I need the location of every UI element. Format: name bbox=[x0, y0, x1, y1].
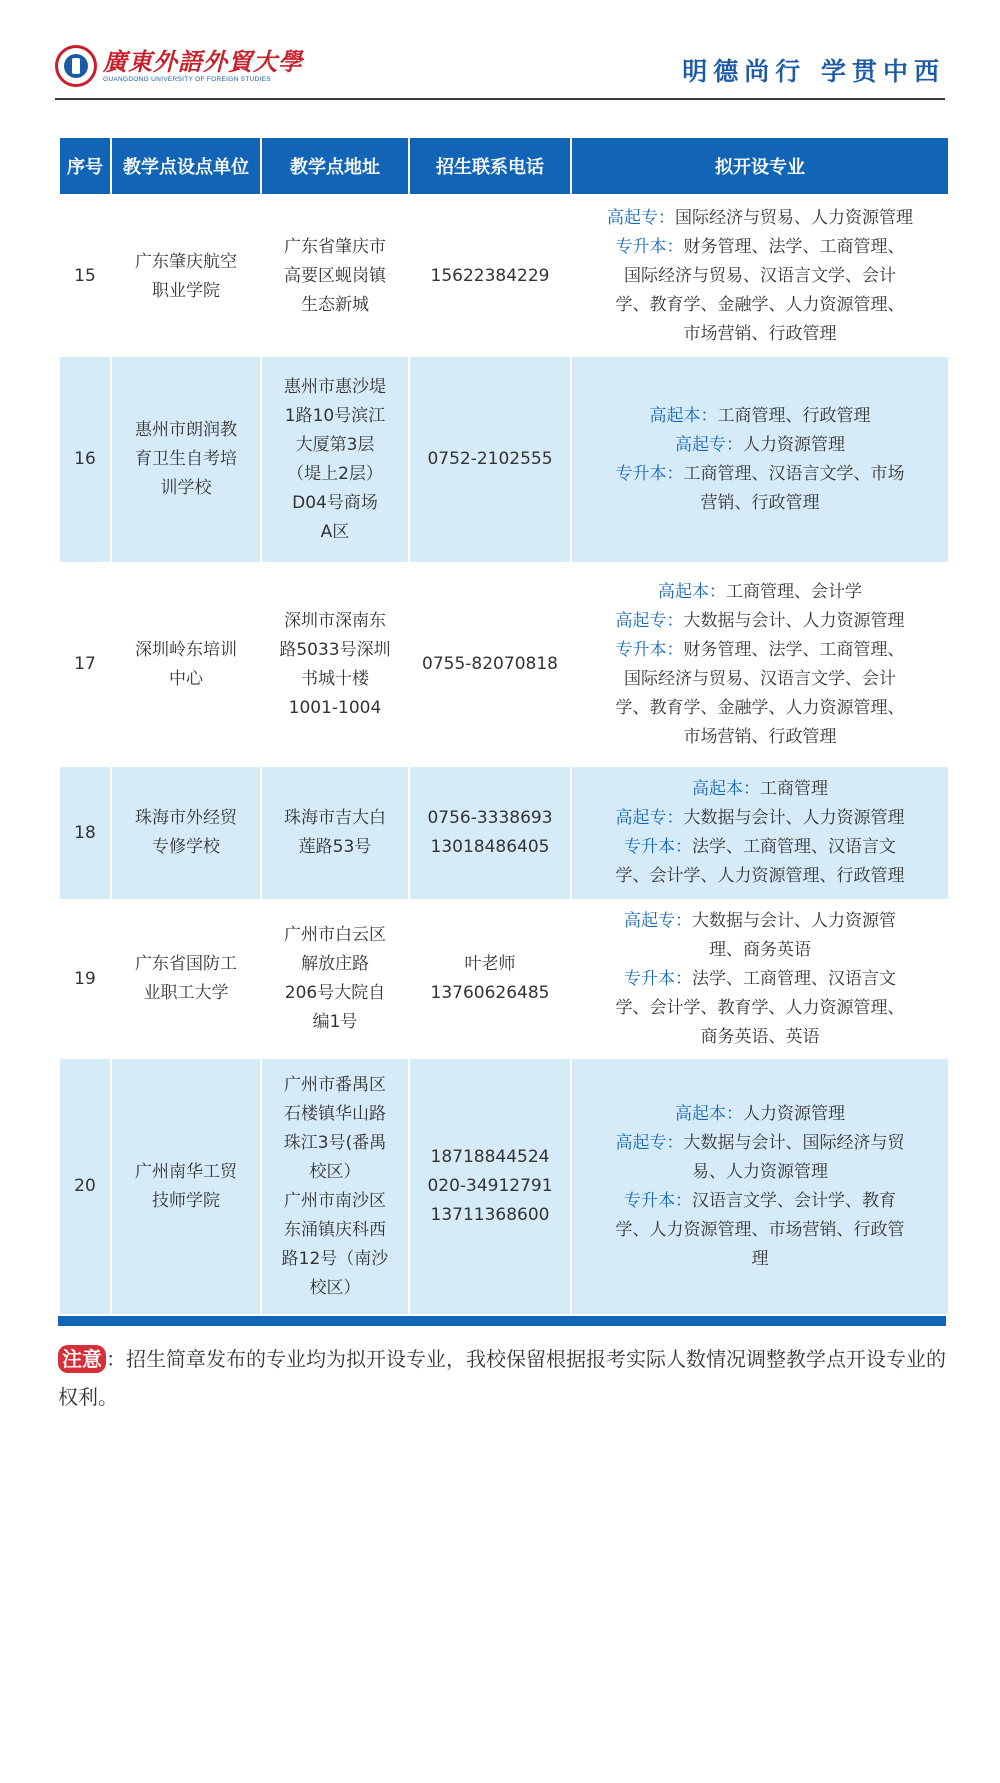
cell-address bbox=[262, 357, 408, 562]
notice-text: ：招生简章发布的专业均为拟开设专业，我校保留根据报考实际人数情况调整教学点开设专业的权利。 bbox=[58, 1347, 946, 1409]
major-list-text: 财务管理、法学、工商管理、 bbox=[683, 237, 905, 257]
cell-line: 解放庄路 bbox=[301, 954, 369, 974]
table-row bbox=[60, 767, 948, 899]
teaching-sites-table bbox=[58, 138, 950, 1314]
university-logo bbox=[55, 45, 303, 87]
major-level-label: 高起专： bbox=[624, 910, 692, 931]
cell-phone bbox=[410, 1059, 570, 1314]
major-line bbox=[572, 291, 948, 320]
table-header-row bbox=[60, 138, 948, 196]
major-line bbox=[572, 489, 948, 518]
major-level-label: 专升本： bbox=[615, 639, 684, 660]
header-divider bbox=[55, 98, 945, 100]
major-list-text: 国际经济与贸易、人力资源管理 bbox=[675, 208, 913, 228]
cell-line: 206号大院自 bbox=[284, 983, 386, 1003]
cell-phone bbox=[410, 562, 570, 767]
major-level-label: 专升本： bbox=[624, 968, 692, 989]
cell-majors bbox=[572, 357, 948, 562]
cell-line: 生态新城 bbox=[301, 295, 369, 315]
cell-phone bbox=[410, 357, 570, 562]
major-list-text: 法学、工商管理、汉语言文 bbox=[692, 837, 896, 857]
major-list-text: 大数据与会计、人力资源管理 bbox=[683, 610, 905, 631]
major-line bbox=[572, 833, 948, 862]
cell-line: 广州市白云区 bbox=[284, 925, 386, 945]
cell-address bbox=[262, 767, 408, 899]
major-line bbox=[572, 907, 948, 936]
major-level-label: 高起专： bbox=[675, 434, 743, 455]
column-header-address: 教学点地址 bbox=[262, 138, 408, 196]
major-level-label: 高起专： bbox=[615, 808, 684, 828]
cell-address bbox=[262, 899, 408, 1059]
cell-line: 训学校 bbox=[160, 478, 212, 498]
major-line bbox=[572, 233, 948, 262]
cell-unit bbox=[112, 562, 260, 767]
cell-unit bbox=[112, 899, 260, 1059]
cell-line: 13760626485 bbox=[430, 983, 550, 1003]
major-level-label: 专升本： bbox=[624, 1190, 692, 1211]
major-list-text: 学、人力资源管理、市场营销、行政管 bbox=[615, 1219, 905, 1240]
cell-line: 校区） bbox=[309, 1161, 361, 1182]
major-line bbox=[572, 1023, 948, 1052]
cell-line: 深圳市深南东 bbox=[284, 610, 386, 631]
cell-line: 广东肇庆航空 bbox=[135, 251, 237, 272]
major-level-label: 高起专： bbox=[615, 1132, 684, 1153]
cell-line: 1路10号滨江 bbox=[284, 405, 386, 426]
cell-majors bbox=[572, 767, 948, 899]
cell-line: D04号商场 bbox=[292, 492, 378, 513]
major-level-label: 高起本： bbox=[649, 405, 718, 426]
major-line bbox=[572, 694, 948, 723]
cell-line: 石楼镇华山路 bbox=[284, 1103, 386, 1124]
cell-majors bbox=[572, 899, 948, 1059]
cell-unit bbox=[112, 196, 260, 357]
cell-line: 广州南华工贸 bbox=[135, 1161, 237, 1182]
major-list-text: 易、人力资源管理 bbox=[692, 1161, 828, 1182]
major-list-text: 学、教育学、金融学、人力资源管理、 bbox=[615, 697, 905, 718]
major-list-text: 大数据与会计、国际经济与贸 bbox=[683, 1132, 905, 1153]
cell-line: 珠海市吉大白 bbox=[284, 808, 386, 828]
cell-line: 15622384229 bbox=[430, 266, 550, 286]
major-line bbox=[572, 262, 948, 291]
cell-line: 13018486405 bbox=[430, 837, 550, 857]
cell-no: 19 bbox=[60, 899, 110, 1059]
major-line bbox=[572, 775, 948, 804]
major-level-label: 高起本： bbox=[675, 1103, 743, 1124]
cell-majors bbox=[572, 196, 948, 357]
cell-unit bbox=[112, 767, 260, 899]
major-list-text: 市场营销、行政管理 bbox=[683, 726, 837, 747]
cell-line: 专修学校 bbox=[152, 837, 220, 857]
major-line bbox=[572, 578, 948, 607]
page-header bbox=[55, 40, 945, 100]
major-line bbox=[572, 936, 948, 965]
cell-majors bbox=[572, 1059, 948, 1314]
cell-phone bbox=[410, 767, 570, 899]
cell-unit bbox=[112, 357, 260, 562]
major-list-text: 财务管理、法学、工商管理、 bbox=[683, 639, 905, 660]
cell-line: 020-34912791 bbox=[427, 1176, 553, 1196]
major-list-text: 营销、行政管理 bbox=[700, 492, 820, 513]
notice-paragraph bbox=[58, 1340, 948, 1416]
table-bottom-bar bbox=[58, 1316, 946, 1326]
cell-no: 20 bbox=[60, 1059, 110, 1314]
cell-line: 深圳岭东培训 bbox=[135, 639, 237, 660]
cell-line: 13711368600 bbox=[430, 1205, 550, 1225]
cell-line: 广州市番禺区 bbox=[284, 1074, 386, 1095]
cell-line: 业职工大学 bbox=[143, 983, 229, 1003]
cell-majors bbox=[572, 562, 948, 767]
major-list-text: 学、教育学、金融学、人力资源管理、 bbox=[615, 295, 905, 315]
major-list-text: 理 bbox=[751, 1248, 769, 1269]
cell-line: 惠州市朗润教 bbox=[135, 420, 237, 440]
major-line bbox=[572, 723, 948, 752]
major-line bbox=[572, 607, 948, 636]
cell-line: 广州市南沙区 bbox=[284, 1190, 386, 1211]
cell-line: 珠海市外经贸 bbox=[135, 808, 237, 828]
major-level-label: 高起专： bbox=[607, 208, 675, 228]
cell-address bbox=[262, 562, 408, 767]
major-line bbox=[572, 1187, 948, 1216]
university-motto: 明德尚行 学贯中西 bbox=[682, 57, 945, 86]
cell-line: 高要区蚬岗镇 bbox=[284, 266, 386, 286]
major-list-text: 国际经济与贸易、汉语言文学、会计 bbox=[624, 668, 896, 689]
major-level-label: 专升本： bbox=[615, 463, 684, 484]
cell-line: 大厦第3层 bbox=[295, 434, 375, 455]
cell-line: 技师学院 bbox=[152, 1190, 220, 1211]
major-list-text: 工商管理 bbox=[760, 779, 828, 799]
major-line bbox=[572, 320, 948, 349]
major-level-label: 专升本： bbox=[624, 837, 692, 857]
major-level-label: 高起本： bbox=[692, 779, 760, 799]
major-list-text: 市场营销、行政管理 bbox=[683, 324, 837, 344]
major-list-text: 人力资源管理 bbox=[743, 434, 845, 455]
major-line bbox=[572, 965, 948, 994]
logo-chinese-name: 廣東外語外貿大學 bbox=[103, 46, 303, 76]
cell-line: 0755-82070818 bbox=[422, 654, 558, 674]
notice-badge: 注意 bbox=[58, 1345, 106, 1373]
university-seal-icon bbox=[55, 45, 97, 87]
cell-line: 东涌镇庆科西 bbox=[284, 1219, 386, 1240]
cell-line: 中心 bbox=[169, 668, 203, 689]
major-level-label: 专升本： bbox=[615, 237, 684, 257]
column-header-no: 序号 bbox=[60, 138, 110, 196]
cell-no: 15 bbox=[60, 196, 110, 357]
major-line bbox=[572, 665, 948, 694]
major-list-text: 大数据与会计、人力资源管 bbox=[692, 910, 896, 931]
major-level-label: 高起专： bbox=[615, 610, 684, 631]
major-list-text: 工商管理、汉语言文学、市场 bbox=[683, 463, 905, 484]
major-list-text: 法学、工商管理、汉语言文 bbox=[692, 968, 896, 989]
cell-line: 1001-1004 bbox=[288, 697, 382, 718]
major-line bbox=[572, 994, 948, 1023]
major-line bbox=[572, 402, 948, 431]
major-line bbox=[572, 636, 948, 665]
major-line bbox=[572, 862, 948, 891]
cell-line: 路5033号深圳 bbox=[279, 639, 391, 660]
cell-line: 0756-3338693 bbox=[427, 808, 553, 828]
column-header-unit: 教学点设点单位 bbox=[112, 138, 260, 196]
major-list-text: 国际经济与贸易、汉语言文学、会计 bbox=[624, 266, 896, 286]
cell-line: 珠江3号(番禺 bbox=[283, 1132, 387, 1153]
cell-line: 叶老师 bbox=[464, 954, 516, 974]
column-header-phone: 招生联系电话 bbox=[410, 138, 570, 196]
cell-line: 广东省国防工 bbox=[135, 954, 237, 974]
cell-unit bbox=[112, 1059, 260, 1314]
cell-line: 18718844524 bbox=[430, 1147, 550, 1167]
cell-line: 书城十楼 bbox=[301, 668, 369, 689]
major-list-text: 学、会计学、人力资源管理、行政管理 bbox=[615, 866, 905, 886]
major-line bbox=[572, 1245, 948, 1274]
major-list-text: 工商管理、行政管理 bbox=[717, 405, 871, 426]
cell-line: 0752-2102555 bbox=[427, 449, 553, 469]
cell-line: A区 bbox=[320, 521, 350, 542]
table-row bbox=[60, 899, 948, 1059]
table-row bbox=[60, 357, 948, 562]
major-list-text: 工商管理、会计学 bbox=[726, 581, 862, 602]
major-level-label: 高起本： bbox=[658, 581, 726, 602]
table-row bbox=[60, 562, 948, 767]
cell-line: 莲路53号 bbox=[298, 837, 372, 857]
cell-no: 18 bbox=[60, 767, 110, 899]
logo-english-name: GUANGDONG UNIVERSITY OF FOREIGN STUDIES bbox=[103, 75, 271, 83]
major-list-text: 学、会计学、教育学、人力资源管理、 bbox=[615, 997, 905, 1018]
major-line bbox=[572, 1129, 948, 1158]
cell-line: 校区） bbox=[309, 1277, 361, 1298]
cell-line: （堤上2层） bbox=[287, 463, 383, 484]
major-list-text: 汉语言文学、会计学、教育 bbox=[692, 1190, 896, 1211]
major-line bbox=[572, 1216, 948, 1245]
column-header-majors: 拟开设专业 bbox=[572, 138, 948, 196]
major-line bbox=[572, 1158, 948, 1187]
major-list-text: 商务英语、英语 bbox=[700, 1026, 820, 1047]
table-row bbox=[60, 196, 948, 357]
major-line bbox=[572, 1100, 948, 1129]
cell-phone bbox=[410, 196, 570, 357]
major-line bbox=[572, 804, 948, 833]
major-list-text: 大数据与会计、人力资源管理 bbox=[683, 808, 905, 828]
cell-no: 16 bbox=[60, 357, 110, 562]
cell-line: 编1号 bbox=[312, 1012, 358, 1032]
cell-address bbox=[262, 196, 408, 357]
table-row bbox=[60, 1059, 948, 1314]
cell-phone bbox=[410, 899, 570, 1059]
major-line bbox=[572, 431, 948, 460]
major-list-text: 理、商务英语 bbox=[709, 939, 811, 960]
major-line bbox=[572, 204, 948, 233]
cell-line: 职业学院 bbox=[152, 280, 220, 301]
cell-line: 广东省肇庆市 bbox=[284, 237, 386, 257]
major-line bbox=[572, 460, 948, 489]
cell-line: 惠州市惠沙堤 bbox=[284, 376, 386, 397]
cell-address bbox=[262, 1059, 408, 1314]
cell-no: 17 bbox=[60, 562, 110, 767]
cell-line: 育卫生自考培 bbox=[135, 449, 237, 469]
major-list-text: 人力资源管理 bbox=[743, 1103, 845, 1124]
cell-line: 路12号（南沙 bbox=[281, 1248, 389, 1269]
